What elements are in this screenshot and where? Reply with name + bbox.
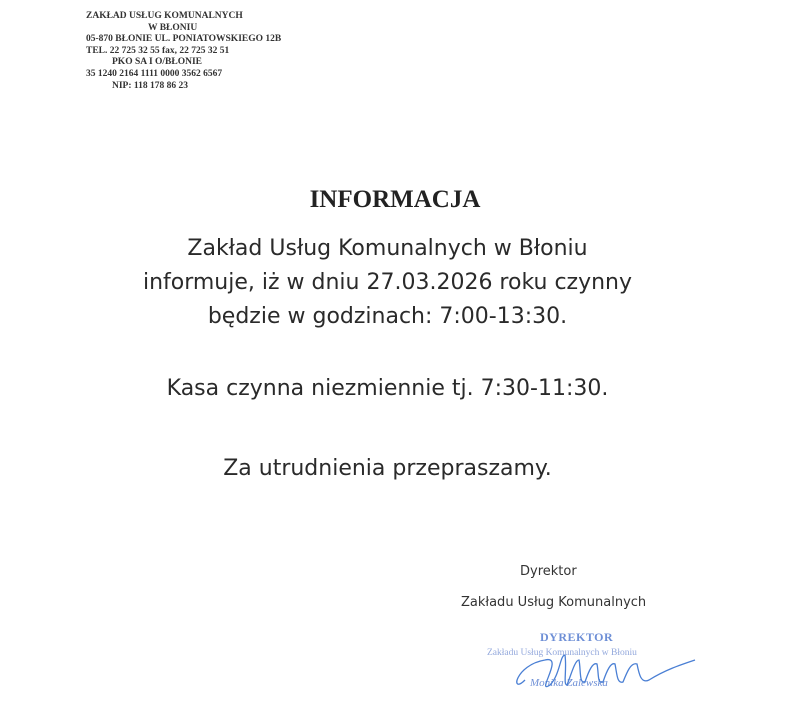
letterhead-line: W BŁONIU (148, 22, 198, 33)
letterhead (86, 11, 281, 92)
signature-org: Zakładu Usług Komunalnych (461, 595, 647, 610)
announcement-line: informuje, iż w dniu 27.03.2026 roku czynny (142, 270, 633, 295)
signature-role: Dyrektor (520, 564, 577, 579)
stamp-org: Zakładu Usług Komunalnych w Błoniu (487, 648, 637, 658)
page-title: INFORMACJA (309, 186, 481, 213)
letterhead-address: 05-870 BŁONIE UL. PONIATOWSKIEGO 12B (86, 34, 282, 45)
stamp-title: DYREKTOR (540, 630, 614, 644)
announcement-paragraph (0, 232, 775, 334)
announcement-line: Zakład Usług Komunalnych w Błoniu (187, 236, 588, 261)
letterhead-nip: NIP: 118 178 86 23 (112, 80, 188, 91)
announcement-line: będzie w godzinach: 7:00-13:30. (207, 304, 568, 329)
letterhead-bank: PKO SA I O/BŁONIE (112, 57, 203, 68)
cashier-hours: Kasa czynna niezmiennie tj. 7:30-11:30. (166, 376, 609, 401)
letterhead-account: 35 1240 2164 1111 0000 3562 6567 (86, 68, 223, 79)
stamp-name: Monika Zalewska (530, 677, 608, 689)
letterhead-phone: TEL. 22 725 32 55 fax, 22 725 32 51 (86, 45, 230, 56)
apology-text: Za utrudnienia przepraszamy. (223, 456, 552, 481)
letterhead-line: ZAKŁAD USŁUG KOMUNALNYCH (86, 11, 243, 21)
handwritten-signature-icon (505, 640, 705, 700)
